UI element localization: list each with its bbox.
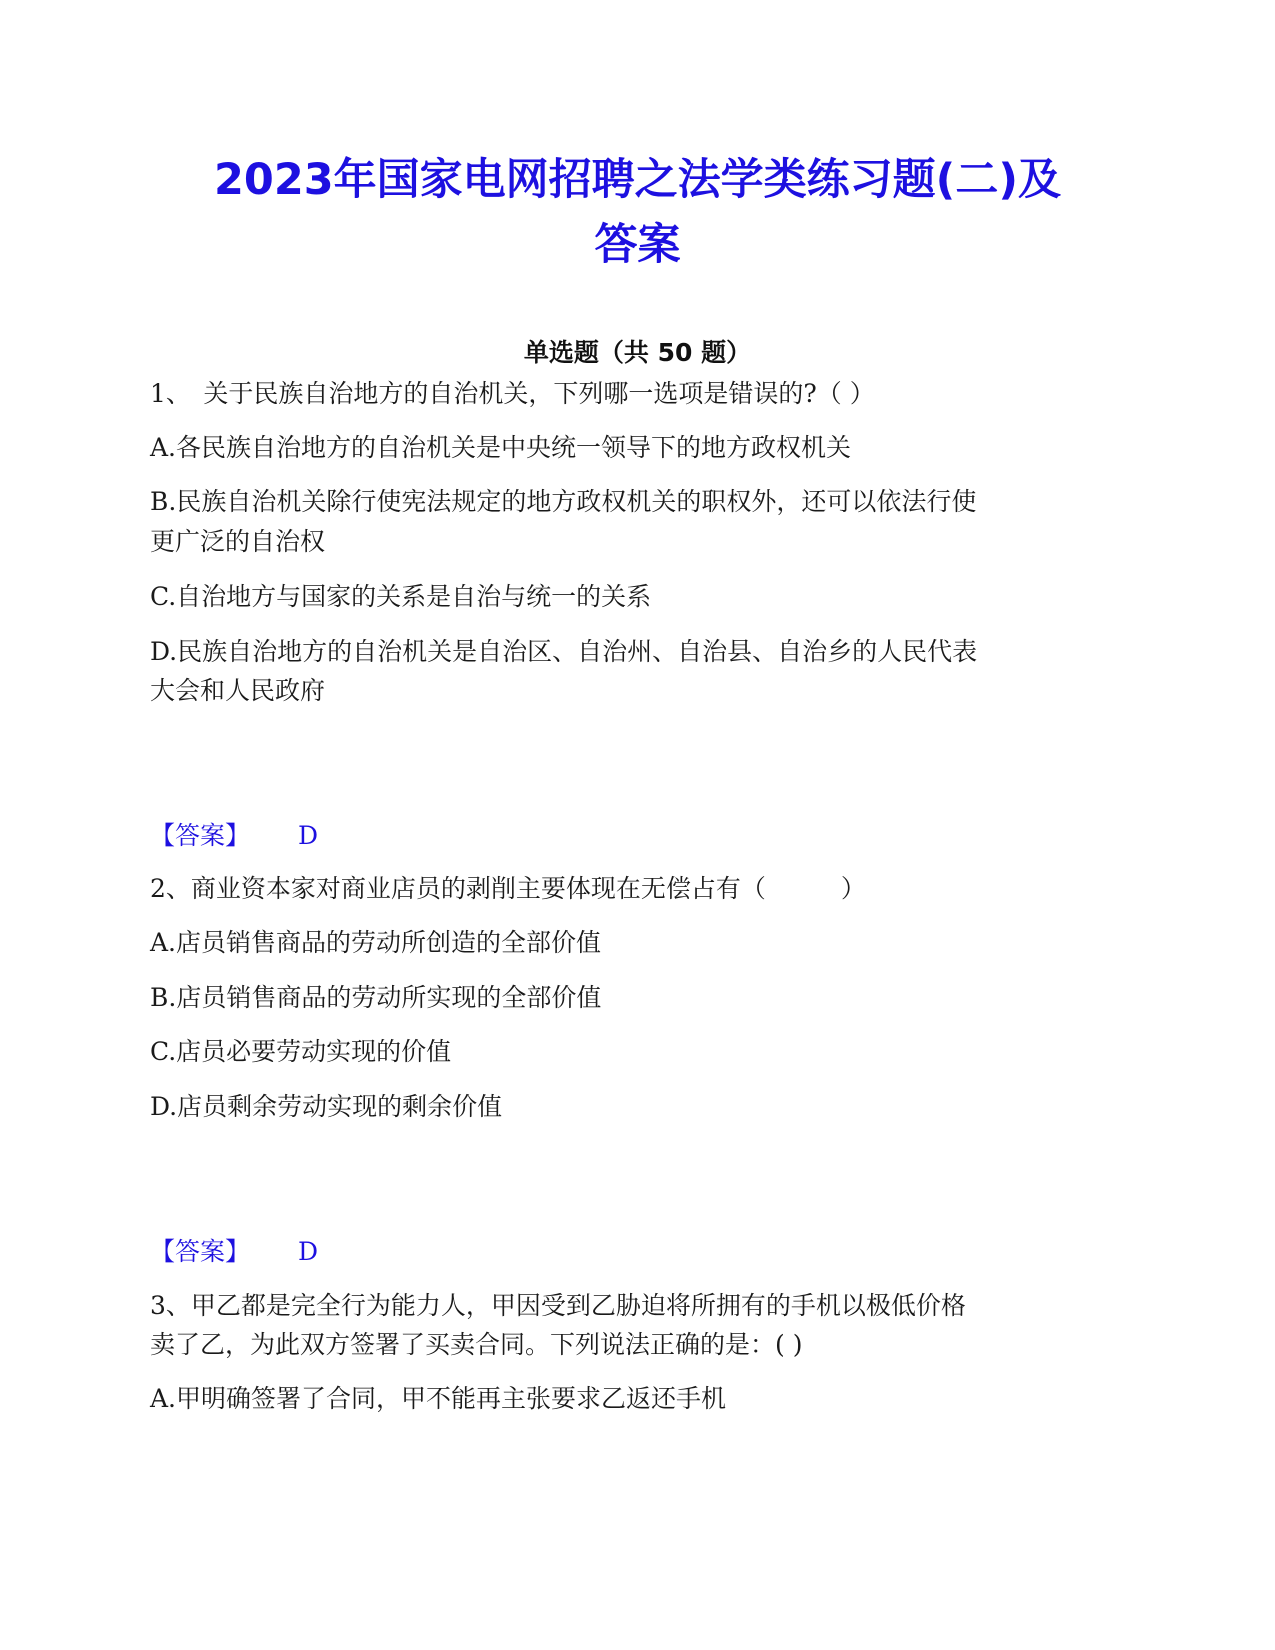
document-title	[120, 148, 1155, 278]
question-2-option-c: C.店员必要劳动实现的价值	[150, 1037, 452, 1066]
question-1-stem: 1、 关于民族自治地方的自治机关，下列哪一选项是错误的?（ ）	[150, 379, 875, 408]
question-1-option-a: A.各民族自治地方的自治机关是中央统一领导下的地方政权机关	[150, 433, 852, 462]
question-1-answer	[150, 816, 318, 856]
question-1-option-b-cont: 更广泛的自治权	[150, 527, 326, 556]
title-line-2: 答案	[594, 220, 681, 270]
answer-label: 【答案】	[150, 1237, 251, 1266]
question-2-option-d: D.店员剩余劳动实现的剩余价值	[150, 1092, 503, 1121]
question-1-option-d-cont: 大会和人民政府	[150, 676, 326, 705]
question-1-option-b: B.民族自治机关除行使宪法规定的地方政权机关的职权外，还可以依法行使	[150, 487, 977, 516]
question-2-option-a: A.店员销售商品的劳动所创造的全部价值	[150, 928, 602, 957]
question-2-option-b: B.店员销售商品的劳动所实现的全部价值	[150, 983, 602, 1012]
answer-value: D	[298, 1237, 319, 1266]
question-3-option-a: A.甲明确签署了合同，甲不能再主张要求乙返还手机	[150, 1384, 727, 1413]
question-1-option-d: D.民族自治地方的自治机关是自治区、自治州、自治县、自治乡的人民代表	[150, 637, 978, 666]
question-3-stem: 3、甲乙都是完全行为能力人，甲因受到乙胁迫将所拥有的手机以极低价格	[150, 1291, 966, 1320]
question-2-stem: 2、商业资本家对商业店员的剥削主要体现在无偿占有（ ）	[150, 874, 866, 903]
question-1-option-c: C.自治地方与国家的关系是自治与统一的关系	[150, 582, 652, 611]
section-heading: 单选题（共 50 题）	[523, 338, 752, 367]
answer-value: D	[298, 821, 319, 850]
question-3-stem-cont: 卖了乙，为此双方签署了买卖合同。下列说法正确的是：( )	[150, 1330, 803, 1359]
answer-label: 【答案】	[150, 821, 251, 850]
question-2-answer	[150, 1232, 318, 1272]
title-line-1: 2023年国家电网招聘之法学类练习题(二)及	[214, 155, 1061, 205]
